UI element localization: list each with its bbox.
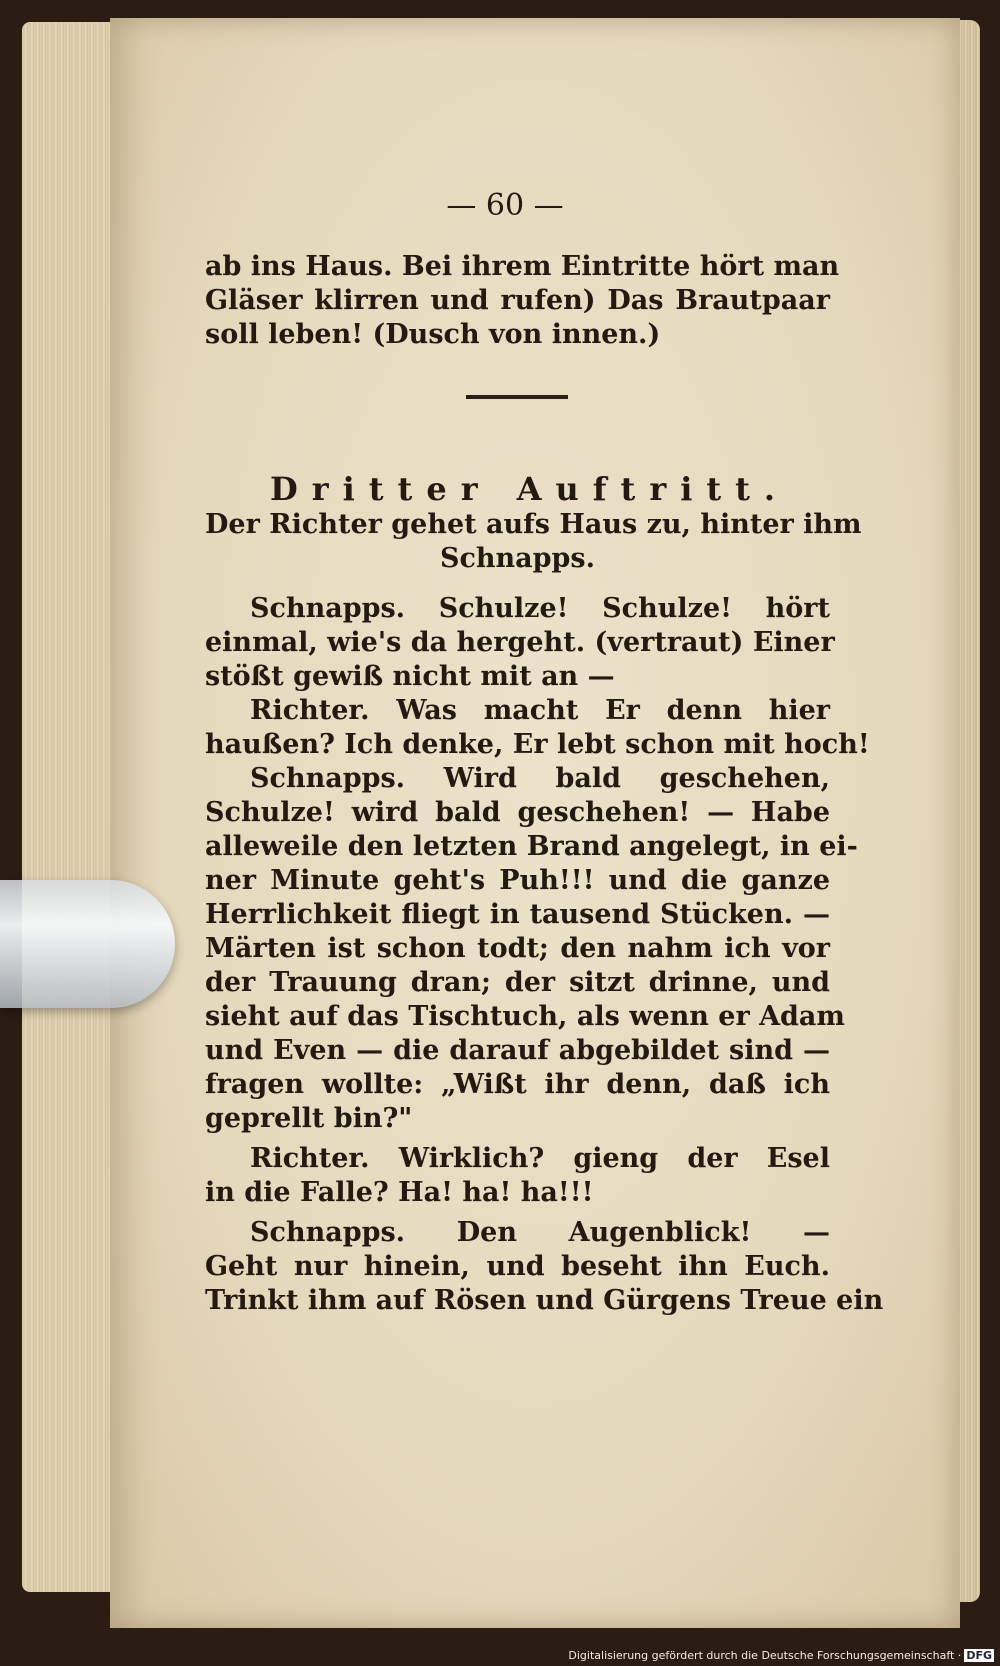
text-line: sieht auf das Tischtuch, als wenn er Adam — [205, 1001, 845, 1032]
text-line: Geht nur hinein, und beseht ihn Euch. — [205, 1251, 830, 1282]
scene-heading: Dritter Auftritt. — [270, 470, 790, 508]
text-line: und Even — die darauf abgebildet sind — — [205, 1035, 830, 1066]
text-line: Schnapps. Den Augenblick! — — [250, 1217, 830, 1248]
speech — [205, 694, 870, 762]
section-divider — [466, 395, 568, 399]
text-line: soll leben! (Dusch von innen.) — [205, 319, 661, 350]
text-line: Trinkt ihm auf Rösen und Gürgens Treue ein — [205, 1285, 884, 1316]
dialogue-block — [205, 592, 884, 1318]
text-line: Schnapps. — [439, 543, 596, 574]
footer-credit — [568, 1649, 994, 1662]
text-line: fragen wollte: „Wißt ihr denn, daß ich — [205, 1069, 830, 1100]
text-line: ab ins Haus. Bei ihrem Eintritte hört man — [205, 251, 840, 282]
text-line: ner Minute geht's Puh!!! und die ganze — [205, 865, 830, 896]
stage-direction — [205, 508, 862, 576]
footer-text: Digitalisierung gefördert durch die Deutsche Forschungsgemeinschaft · — [568, 1649, 962, 1662]
text-line: Schulze! wird bald geschehen! — Habe — [205, 797, 830, 828]
text-line: in die Falle? Ha! ha! ha!!! — [205, 1177, 594, 1208]
text-line: Herrlichkeit fliegt in tausend Stücken. — — [205, 899, 830, 930]
text-line: haußen? Ich denke, Er lebt schon mit hoch! — [205, 729, 870, 760]
text-line: Richter. Was macht Er denn hier — [250, 695, 830, 726]
text-line: geprellt bin?" — [205, 1103, 413, 1134]
speech — [205, 592, 835, 694]
text-line: Der Richter gehet aufs Haus zu, hinter ihm — [205, 509, 862, 540]
speech — [205, 1216, 884, 1318]
text-line: Märten ist schon todt; den nahm ich vor — [205, 933, 830, 964]
text-line: einmal, wie's da hergeht. (vertraut) Einer — [205, 627, 835, 658]
text-line: Schnapps. Wird bald geschehen, — [250, 763, 830, 794]
dfg-logo: DFG — [966, 1649, 992, 1662]
text-line: Schnapps. Schulze! Schulze! hört — [250, 593, 830, 624]
page-number: — 60 — — [446, 188, 564, 223]
speech — [205, 1142, 830, 1210]
text-line: stößt gewiß nicht mit an — — [205, 661, 615, 692]
text-line: Gläser klirren und rufen) Das Brautpaar — [205, 285, 830, 316]
text-line: der Trauung dran; der sitzt drinne, und — [205, 967, 830, 998]
speech — [205, 762, 858, 1136]
top-paragraph — [205, 250, 840, 352]
text-line: Richter. Wirklich? gieng der Esel — [250, 1143, 830, 1174]
text-line: alleweile den letzten Brand angelegt, in ei- — [205, 831, 858, 862]
glass-page-clamp — [0, 880, 175, 1008]
